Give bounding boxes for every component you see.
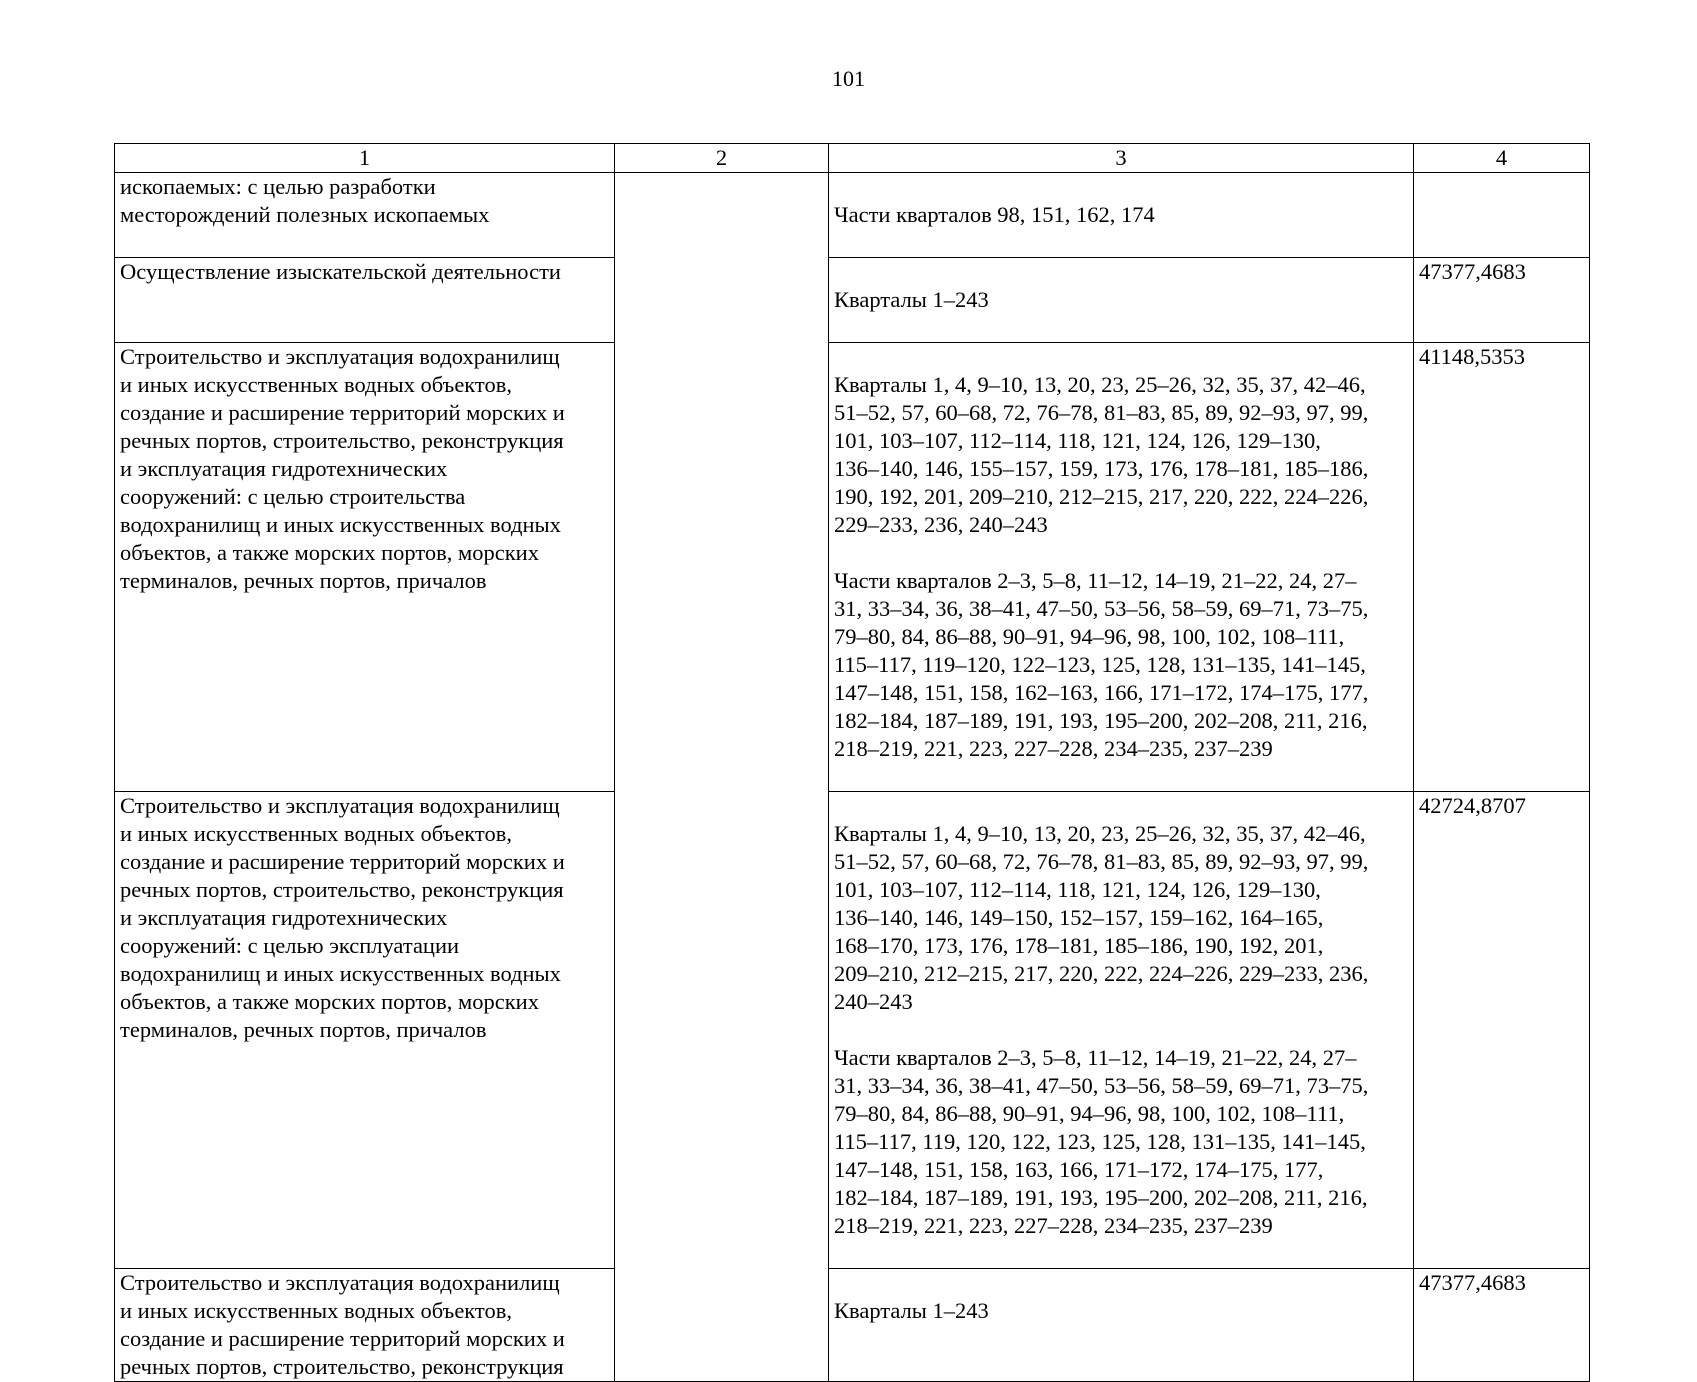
quarters-paragraph: Кварталы 1–243: [834, 1298, 989, 1323]
table-row: [115, 258, 1590, 343]
column-header-4: 4: [1414, 144, 1590, 173]
column-header-2: 2: [615, 144, 829, 173]
table-row: [115, 792, 1590, 1269]
column-2-cell: [615, 173, 829, 258]
activity-type-cell: ископаемых: с целью разработки месторождений полезных ископаемых: [115, 173, 615, 258]
area-cell: 47377,4683: [1414, 1269, 1590, 1382]
table-header-row: [115, 144, 1590, 173]
column-2-cell: [615, 792, 829, 1269]
activity-type-cell: Осуществление изыскательской деятельности: [115, 258, 615, 343]
activity-type-cell: Строительство и эксплуатация водохранилищ и иных искусственных водных объектов, создание и расширение территорий морских и речных портов, строительство, реконструкция и эксплуатация гидротехнических сооружений: с целью эксплуатации водохранилищ и иных искусственных водных объектов, а также морских портов, морских терминалов, речных портов, причалов: [115, 792, 615, 1269]
quarters-cell: [829, 343, 1414, 792]
quarters-cell: [829, 258, 1414, 343]
partial-quarters-paragraph: Части кварталов 2–3, 5–8, 11–12, 14–19, 21–22, 24, 27– 31, 33–34, 36, 38–41, 47–50, 53–56, 58–59, 69–71, 73–75, 79–80, 84, 86–88, 90–91, 94–96, 98, 100, 102, 108–111, 115–117, 119, 120, 122, 123, 125, 128, 131–135, 141–145, 147–148, 151, 158, 163, 166, 171–172, 174–175, 177, 182–184, 187–189, 191, 193, 195–200, 202–208, 211, 216, 218–219, 221, 223, 227–228, 234–235, 237–239: [834, 1045, 1369, 1238]
activity-type-cell: Строительство и эксплуатация водохранилищ и иных искусственных водных объектов, создание и расширение территорий морских и речных портов, строительство, реконструкция: [115, 1269, 615, 1382]
table-row: [115, 1269, 1590, 1382]
column-2-cell: [615, 1269, 829, 1382]
table-row: [115, 173, 1590, 258]
quarters-paragraph: Кварталы 1, 4, 9–10, 13, 20, 23, 25–26, 32, 35, 37, 42–46, 51–52, 57, 60–68, 72, 76–78, 81–83, 85, 89, 92–93, 97, 99, 101, 103–107, 112–114, 118, 121, 124, 126, 129–130, 136–140, 146, 155–157, 159, 173, 176, 178–181, 185–186, 190, 192, 201, 209–210, 212–215, 217, 220, 222, 224–226, 229–233, 236, 240–243: [834, 372, 1369, 537]
partial-quarters-paragraph: Части кварталов 2–3, 5–8, 11–12, 14–19, 21–22, 24, 27– 31, 33–34, 36, 38–41, 47–50, 53–56, 58–59, 69–71, 73–75, 79–80, 84, 86–88, 90–91, 94–96, 98, 100, 102, 108–111, 115–117, 119–120, 122–123, 125, 128, 131–135, 141–145, 147–148, 151, 158, 162–163, 166, 171–172, 174–175, 177, 182–184, 187–189, 191, 193, 195–200, 202–208, 211, 216, 218–219, 221, 223, 227–228, 234–235, 237–239: [834, 568, 1369, 761]
column-header-3: 3: [829, 144, 1414, 173]
quarters-paragraph: Части кварталов 98, 151, 162, 174: [834, 202, 1155, 227]
quarters-paragraph: Кварталы 1, 4, 9–10, 13, 20, 23, 25–26, 32, 35, 37, 42–46, 51–52, 57, 60–68, 72, 76–78, 81–83, 85, 89, 92–93, 97, 99, 101, 103–107, 112–114, 118, 121, 124, 126, 129–130, 136–140, 146, 149–150, 152–157, 159–162, 164–165, 168–170, 173, 176, 178–181, 185–186, 190, 192, 201, 209–210, 212–215, 217, 220, 222, 224–226, 229–233, 236, 240–243: [834, 821, 1369, 1014]
area-cell: [1414, 173, 1590, 258]
page-number: 101: [832, 66, 865, 91]
land-use-table: [114, 143, 1590, 1382]
area-cell: 47377,4683: [1414, 258, 1590, 343]
column-2-cell: [615, 343, 829, 792]
quarters-cell: [829, 792, 1414, 1269]
quarters-cell: [829, 173, 1414, 258]
column-header-1: 1: [115, 144, 615, 173]
area-cell: 42724,8707: [1414, 792, 1590, 1269]
column-2-cell: [615, 258, 829, 343]
area-cell: 41148,5353: [1414, 343, 1590, 792]
quarters-paragraph: Кварталы 1–243: [834, 287, 989, 312]
table-row: [115, 343, 1590, 792]
quarters-cell: [829, 1269, 1414, 1382]
activity-type-cell: Строительство и эксплуатация водохранилищ и иных искусственных водных объектов, создание и расширение территорий морских и речных портов, строительство, реконструкция и эксплуатация гидротехнических сооружений: с целью строительства водохранилищ и иных искусственных водных объектов, а также морских портов, морских терминалов, речных портов, причалов: [115, 343, 615, 792]
